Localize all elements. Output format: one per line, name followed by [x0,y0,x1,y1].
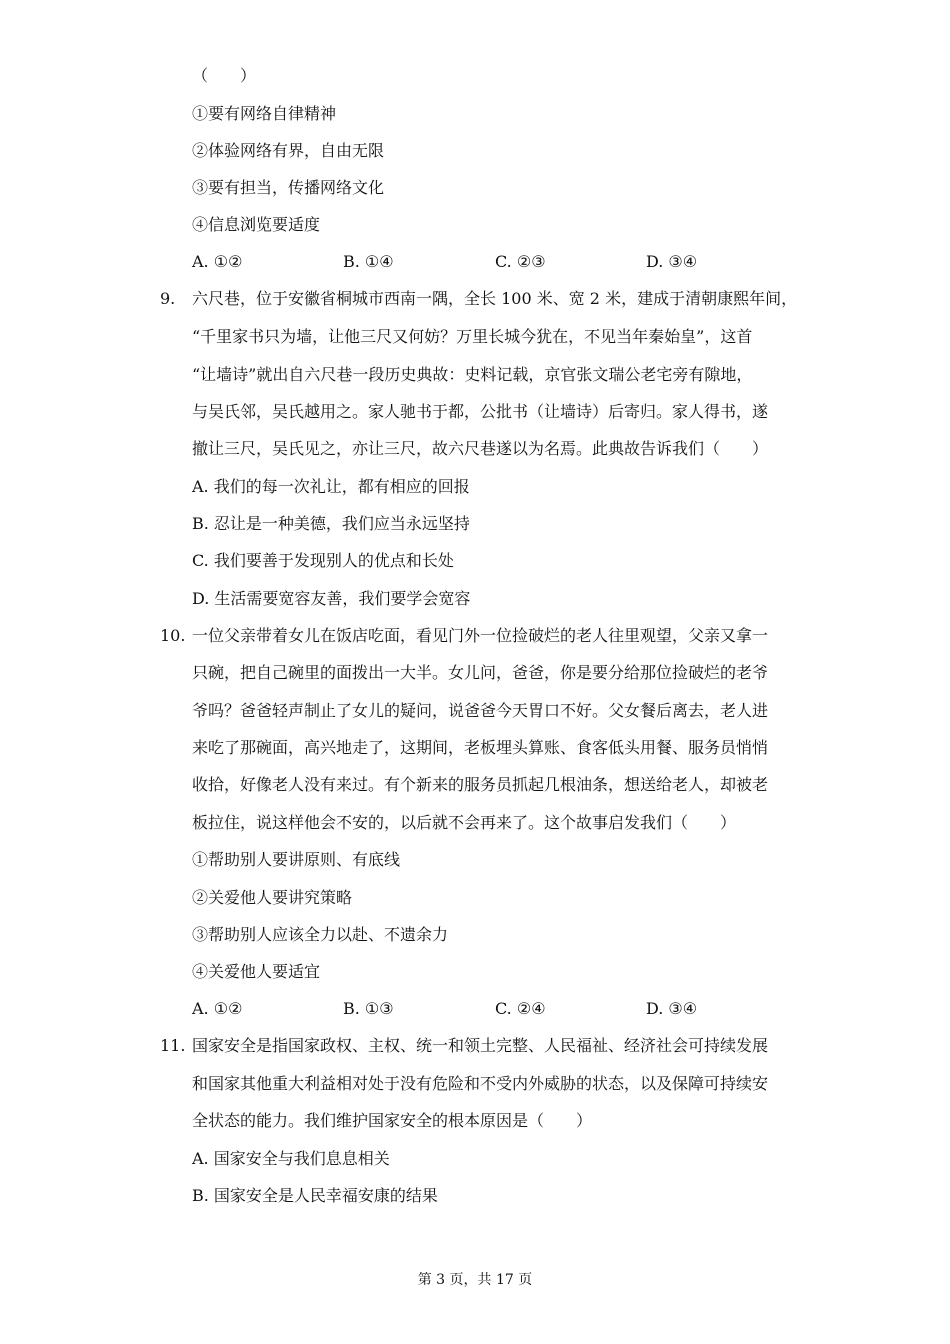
q10-stem-line-6: 板拉住，说这样他会不安的，以后就不会再来了。这个故事启发我们（ ） [192,813,737,832]
page-footer: 第 3 页，共 17 页 [417,1272,533,1288]
q10-choice-b: B. ①③ [343,999,394,1018]
q9-stem-line-3: “让墙诗”就出自六尺巷一段历史典故：史料记载，京官张文瑞公老宅旁有隙地， [192,365,753,384]
q9-stem-line-5: 撤让三尺，吴氏见之，亦让三尺，故六尺巷遂以为名焉。此典故告诉我们（ ） [192,439,769,458]
q9-number: 9. [160,289,176,308]
q8-choice-b: B. ①④ [343,252,394,271]
q9-option-c: C. 我们要善于发现别人的优点和长处 [192,551,454,570]
q11-stem-line-1: 国家安全是指国家政权、主权、统一和领土完整、人民福祉、经济社会可持续发展 [192,1036,769,1055]
q10-stem-line-5: 收拾，好像老人没有来过。有个新来的服务员抓起几根油条，想送给老人，却被老 [192,775,769,794]
q10-choice-d: D. ③④ [646,999,698,1018]
q11-stem-line-3: 全状态的能力。我们维护国家安全的根本原因是（ ） [192,1111,593,1130]
q9-stem-line-1: 六尺巷，位于安徽省桐城市西南一隅，全长 100 米、宽 2 米，建成于清朝康熙年间， [192,289,798,308]
q10-choice-a: A. ①② [192,999,243,1018]
q10-item-4: ④关爱他人要适宜 [192,962,321,981]
q8-item-3: ③要有担当，传播网络文化 [192,178,385,197]
q11-option-b: B. 国家安全是人民幸福安康的结果 [192,1186,438,1205]
q11-stem-line-2: 和国家其他重大利益相对处于没有危险和不受内外威胁的状态，以及保障可持续安 [192,1074,769,1093]
q11-number: 11. [160,1036,186,1055]
q10-stem-line-2: 只碗，把自己碗里的面拨出一大半。女儿问，爸爸，你是要分给那位捡破烂的老爷 [192,663,769,682]
q8-bracket: （ ） [192,66,257,85]
q9-option-d: D. 生活需要宽容友善，我们要学会宽容 [192,589,471,608]
q10-stem-line-3: 爷吗？爸爸轻声制止了女儿的疑问，说爸爸今天胃口不好。父女餐后离去，老人进 [192,701,769,720]
q10-item-2: ②关爱他人要讲究策略 [192,888,353,907]
q10-number: 10. [160,626,186,645]
q8-item-1: ①要有网络自律精神 [192,104,337,123]
q10-item-3: ③帮助别人应该全力以赴、不遗余力 [192,925,449,944]
q9-stem-line-2: “千里家书只为墙，让他三尺又何妨？万里长城今犹在，不见当年秦始皇”，这首 [192,327,753,346]
q8-choice-a: A. ①② [192,252,243,271]
q8-item-4: ④信息浏览要适度 [192,215,321,234]
q10-stem-line-4: 来吃了那碗面，高兴地走了，这期间，老板埋头算账、食客低头用餐、服务员悄悄 [192,738,769,757]
q8-item-2: ②体验网络有界，自由无限 [192,141,385,160]
q10-choices [192,998,812,1020]
q8-choice-c: C. ②③ [495,252,546,271]
q10-item-1: ①帮助别人要讲原则、有底线 [192,850,401,869]
q8-choices [192,251,812,273]
q9-stem-line-4: 与吴氏邻，吴氏越用之。家人驰书于都，公批书（让墙诗）后寄归。家人得书，遂 [192,402,769,421]
q10-choice-c: C. ②④ [495,999,546,1018]
q10-stem-line-1: 一位父亲带着女儿在饭店吃面，看见门外一位捡破烂的老人往里观望，父亲又拿一 [192,626,769,645]
q9-option-a: A. 我们的每一次礼让，都有相应的回报 [192,477,470,496]
q8-choice-d: D. ③④ [646,252,698,271]
q11-option-a: A. 国家安全与我们息息相关 [192,1149,390,1168]
q9-option-b: B. 忍让是一种美德，我们应当永远坚持 [192,514,470,533]
